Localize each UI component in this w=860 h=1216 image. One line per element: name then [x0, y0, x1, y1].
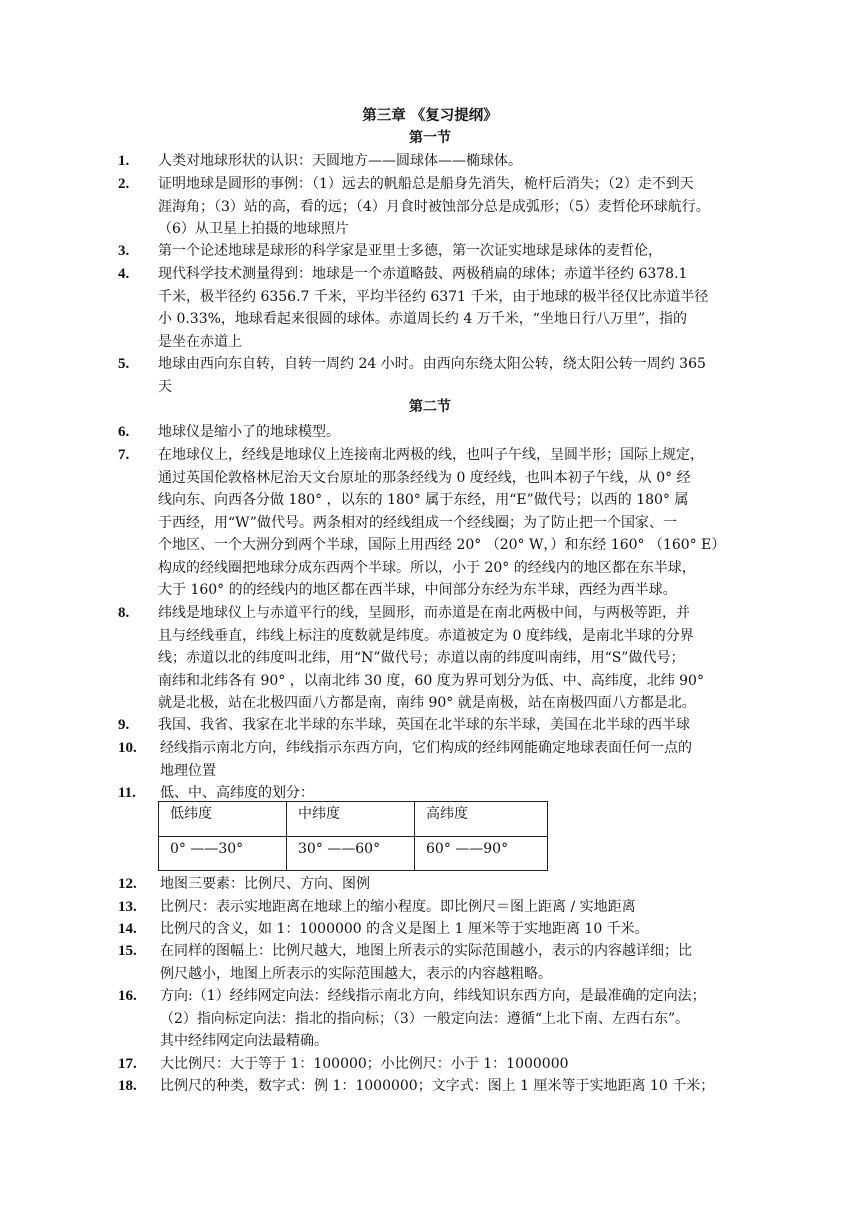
item-line: 线；赤道以北的纬度叫北纬，用“N”做代号；赤道以南的纬度叫南纬，用“S”做代号； [158, 650, 685, 666]
item-line: 我国、我省、我家在北半球的东半球，英国在北半球的东半球，美国在北半球的西半球 [158, 717, 690, 733]
item-line: 纬线是地球仪上与赤道平行的线，呈圆形，而赤道是在南北两极中间，与两极等距，并 [158, 605, 690, 621]
item-line: 千米，极半径约 6356.7 千米，平均半径约 6371 千米，由于地球的极半径仅比赤道半径 [158, 288, 709, 305]
item-line: 人类对地球形状的认识：天圆地方——圆球体——椭球体。 [158, 153, 522, 169]
list-item [118, 737, 734, 782]
section-heading-2: 第二节 [409, 399, 451, 415]
item-line: 在地球仪上，经线是地球仪上连接南北两极的线，也叫子午线，呈圆半形；国际上规定， [158, 447, 704, 463]
table-cell: 0° ——30° [159, 836, 287, 871]
item-line: 就是北极，站在北极四面八方都是南，南纬 90° 就是南极，站在南极四面八方都是北。 [158, 695, 696, 711]
item-line: 地图三要素：比例尺、方向、图例 [160, 876, 370, 892]
item-text [160, 873, 734, 896]
item-line: 通过英国伦敦格林尼治天文台原址的那条经线为 0 度经线，也叫本初子午线，从 0° 经 [158, 469, 691, 486]
list-item [118, 985, 734, 1053]
item-line: 是坐在赤道上 [158, 333, 242, 350]
item-line: 天 [158, 378, 172, 395]
item-line: 证明地球是圆形的事例：（1）远去的帆船总是船身先消失，桅杆后消失；（2）走不到天 [158, 176, 694, 192]
item-line: 地理位置 [160, 762, 216, 779]
list-item [118, 150, 734, 173]
item-number: 3. [118, 243, 130, 259]
table-row [159, 836, 548, 871]
item-number: 18. [118, 1078, 137, 1094]
latitude-table [158, 801, 548, 871]
item-line: 个地区、一个大洲分到两个半球，国际上用西经 20° （20° W，）和东经 160° （160° E） [158, 537, 726, 553]
item-text [158, 444, 734, 602]
item-line: 在同样的图幅上：比例尺越大，地图上所表示的实际范围越小，表示的内容越详细；比 [160, 943, 692, 959]
item-line: 大比例尺：大于等于 1：100000；小比例尺：小于 1：1000000 [160, 1056, 569, 1072]
list-item [118, 714, 734, 737]
item-number: 8. [118, 605, 130, 621]
item-number: 14. [118, 921, 137, 937]
item-number: 11. [118, 785, 136, 801]
item-line: 经线指示南北方向，纬线指示东西方向，它们构成的经纬网能确定地球表面任何一点的 [160, 740, 692, 756]
item-line: 比例尺：表示实地距离在地球上的缩小程度。即比例尺＝图上距离 / 实地距离 [160, 899, 636, 915]
item-text [158, 714, 734, 737]
item-text [160, 896, 734, 919]
table-header-cell: 低纬度 [159, 802, 287, 837]
item-number: 1. [118, 153, 130, 169]
item-line: 低、中、高纬度的划分： [160, 785, 314, 801]
item-number: 7. [118, 447, 130, 463]
item-text [158, 353, 734, 398]
item-line: 线向东、向西各分做 180° ，以东的 180° 属于东经，用“E”做代号；以西的 180° 属 [158, 492, 689, 508]
item-line: 于西经，用“W”做代号。两条相对的经线组成一个经线圈；为了防止把一个国家、一 [158, 514, 677, 531]
item-text [160, 918, 734, 941]
item-line: 小 0.33%，地球看起来很圆的球体。赤道周长约 4 万千米，“坐地日行八万里”，指的 [158, 311, 688, 327]
item-text [158, 263, 734, 353]
item-number: 17. [118, 1056, 137, 1072]
item-line: 第一个论述地球是球形的科学家是亚里士多德，第一次证实地球是球体的麦哲伦， [158, 243, 662, 259]
item-text [160, 737, 734, 782]
item-text [158, 421, 734, 444]
item-line: 例尺越小，地图上所表示的实际范围越大，表示的内容越粗略。 [160, 965, 552, 982]
item-number: 13. [118, 899, 137, 915]
item-line: 涯海角；（3）站的高，看的远；（4）月食时被蚀部分总是成弧形；（5）麦哲伦环球航行。 [158, 198, 710, 215]
list-item [118, 173, 734, 241]
list-item [118, 896, 734, 919]
list-item [118, 602, 734, 715]
list-item [118, 918, 734, 941]
item-text [160, 1075, 734, 1098]
item-line: 现代科学技术测量得到：地球是一个赤道略鼓、两极稍扁的球体；赤道半径约 6378.1 [158, 266, 688, 282]
item-line: （2）指向标定向法：指北的指向标；（3）一般定向法：遵循“上北下南、左西右东”。 [160, 1010, 690, 1027]
list-item [118, 873, 734, 896]
item-number: 5. [118, 356, 130, 372]
item-line: 方向:（1）经纬网定向法：经线指示南北方向，纬线知识东西方向，是最准确的定向法； [160, 988, 706, 1004]
item-number: 6. [118, 424, 130, 440]
list-item [118, 940, 734, 985]
item-line: 比例尺的含义，如 1：1000000 的含义是图上 1 厘米等于实地距离 10 千米。 [160, 921, 649, 937]
item-text [160, 940, 734, 985]
item-line: 地球仪是缩小了的地球模型。 [158, 424, 340, 440]
item-line: 其中经纬网定向法最精确。 [160, 1033, 328, 1049]
item-text [158, 602, 734, 715]
item-line: （6）从卫星上拍摄的地球照片 [158, 221, 349, 237]
item-line: 地球由西向东自转，自转一周约 24 小时。由西向东绕太阳公转，绕太阳公转一周约 365 [158, 356, 706, 372]
table-cell: 30° ——60° [287, 836, 415, 871]
item-text [158, 150, 734, 173]
item-line: 南纬和北纬各有 90° ，以南北纬 30 度，60 度为界可划分为低、中、高纬度，北纬 90° [158, 672, 704, 689]
table-header-cell: 中纬度 [287, 802, 415, 837]
item-text [160, 1053, 734, 1076]
item-line: 比例尺的种类，数字式：例 1：1000000；文字式：图上 1 厘米等于实地距离 10 千米； [160, 1078, 715, 1094]
item-line: 且与经线垂直，纬线上标注的度数就是纬度。赤道被定为 0 度纬线，是南北半球的分界 [158, 627, 694, 644]
list-item [118, 1075, 734, 1098]
item-number: 15. [118, 943, 137, 959]
table-header-cell: 高纬度 [415, 802, 548, 837]
list-item [118, 1053, 734, 1076]
item-number: 10. [118, 740, 137, 756]
table-cell: 60° ——90° [415, 836, 548, 871]
section-heading-1: 第一节 [409, 130, 451, 146]
table-row [159, 802, 548, 837]
item-number: 12. [118, 876, 137, 892]
item-text [158, 240, 734, 263]
list-item [118, 353, 734, 398]
item-line: 构成的经线圈把地球分成东西两个半球。所以，小于 20° 的经线内的地区都在东半球， [158, 559, 696, 576]
item-number: 9. [118, 717, 130, 733]
item-text [158, 173, 734, 241]
item-text [160, 985, 734, 1053]
list-item [118, 263, 734, 353]
item-line: 大于 160° 的的经线内的地区都在西半球，中间部分东经为东半球，西经为西半球。 [158, 582, 677, 598]
item-number: 2. [118, 176, 130, 192]
document-title: 第三章 《复习提纲》 [362, 107, 498, 124]
item-number: 4. [118, 266, 130, 282]
list-item [118, 421, 734, 444]
list-item [118, 240, 734, 263]
item-number: 16. [118, 988, 137, 1004]
list-item [118, 444, 734, 602]
